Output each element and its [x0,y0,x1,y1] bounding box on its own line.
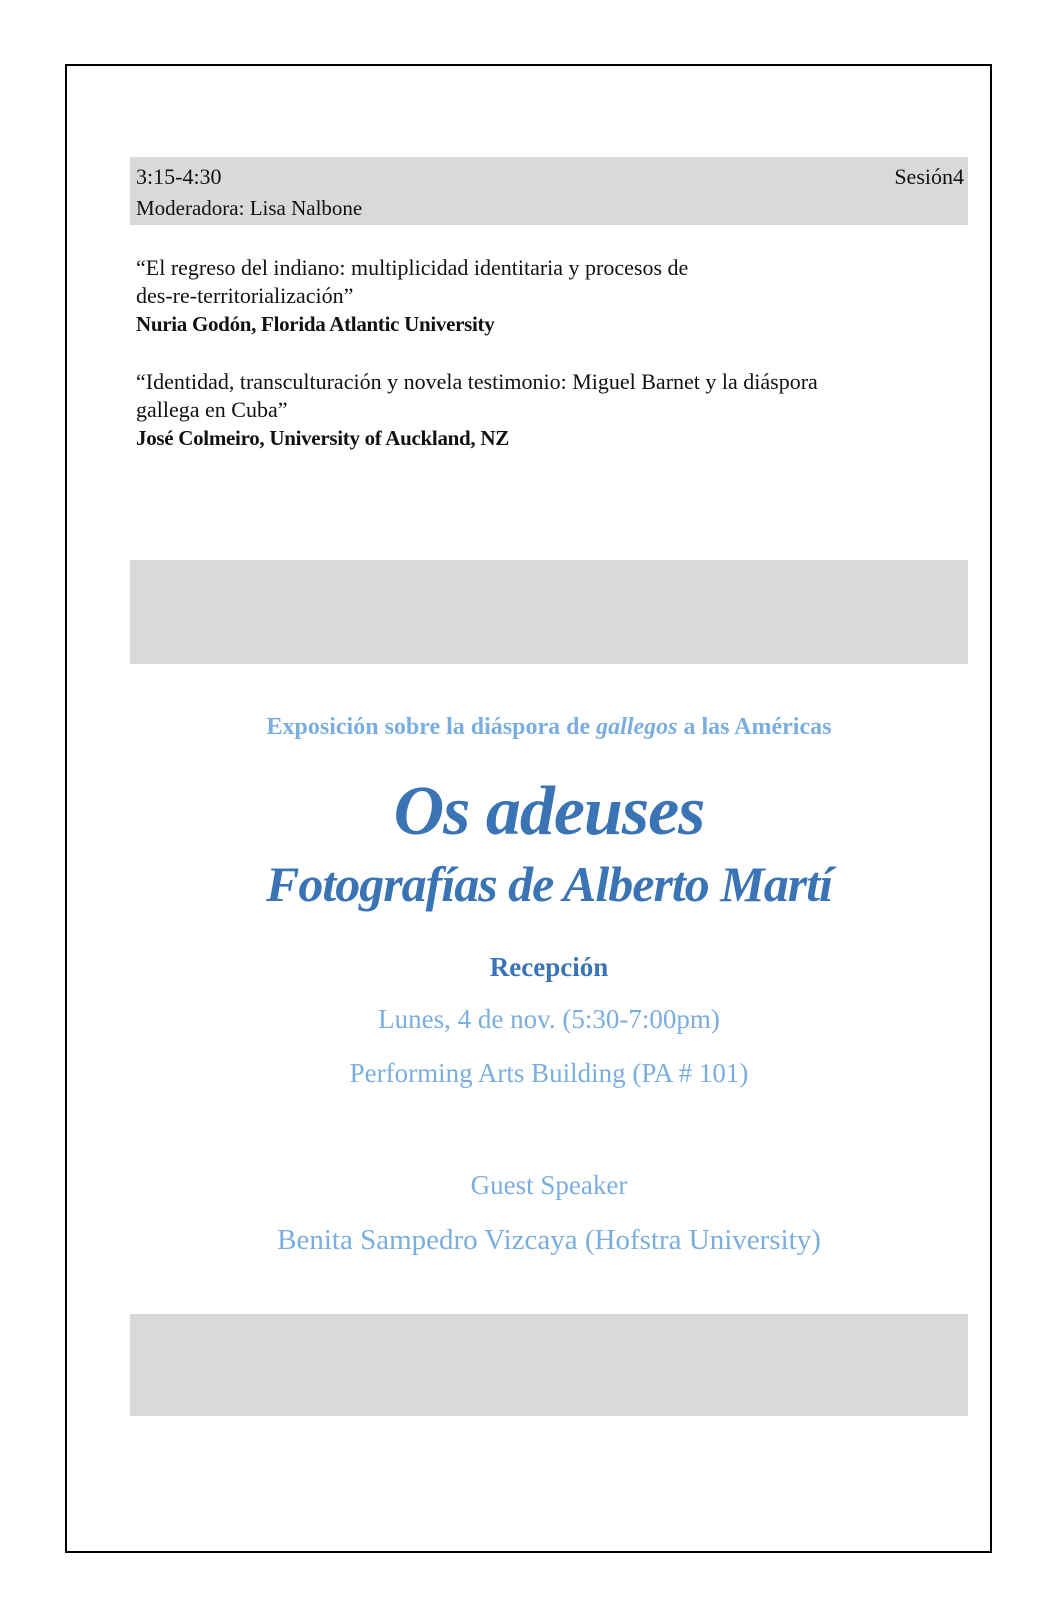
exhibit-subtitle-pre: Exposición sobre la diáspora de [266,714,597,740]
gray-band-bottom [130,1314,968,1416]
moderator: Moderadora: Lisa Nalbone [136,196,363,220]
exhibit-subtitle [130,714,968,741]
exhibit-subtitle-post: a las Américas [677,714,832,740]
guest-speaker-name: Benita Sampedro Vizcaya (Hofstra University) [277,1224,821,1256]
exhibit-photographer: Fotografías de Alberto Martí [265,856,833,912]
talk-title-line: “El regreso del indiano: multiplicidad identitaria y procesos de [136,255,689,280]
talk-2 [136,368,966,452]
session-row [136,161,964,193]
session-time: 3:15-4:30 [136,164,222,189]
talk-author: Nuria Godón, Florida Atlantic University [136,312,495,336]
talk-title-line: gallega en Cuba” [136,397,288,422]
guest-speaker-label: Guest Speaker [470,1170,628,1200]
exhibit-subtitle-em: gallegos [596,714,678,740]
talk-author: José Colmeiro, University of Auckland, NZ [136,426,509,450]
reception-venue: Performing Arts Building (PA # 101) [349,1058,749,1088]
talk-title-line: “Identidad, transculturación y novela testimonio: Miguel Barnet y la diáspora [136,369,818,394]
exhibit-title: Os adeuses [393,773,705,850]
session-number: Sesión4 [894,164,964,189]
talk-title-line: des-re-territorialización” [136,283,354,308]
gray-band-top [130,560,968,664]
session-header [130,157,968,225]
reception-date: Lunes, 4 de nov. (5:30-7:00pm) [378,1004,720,1034]
reception-heading: Recepción [489,952,609,982]
talk-1 [136,254,966,338]
